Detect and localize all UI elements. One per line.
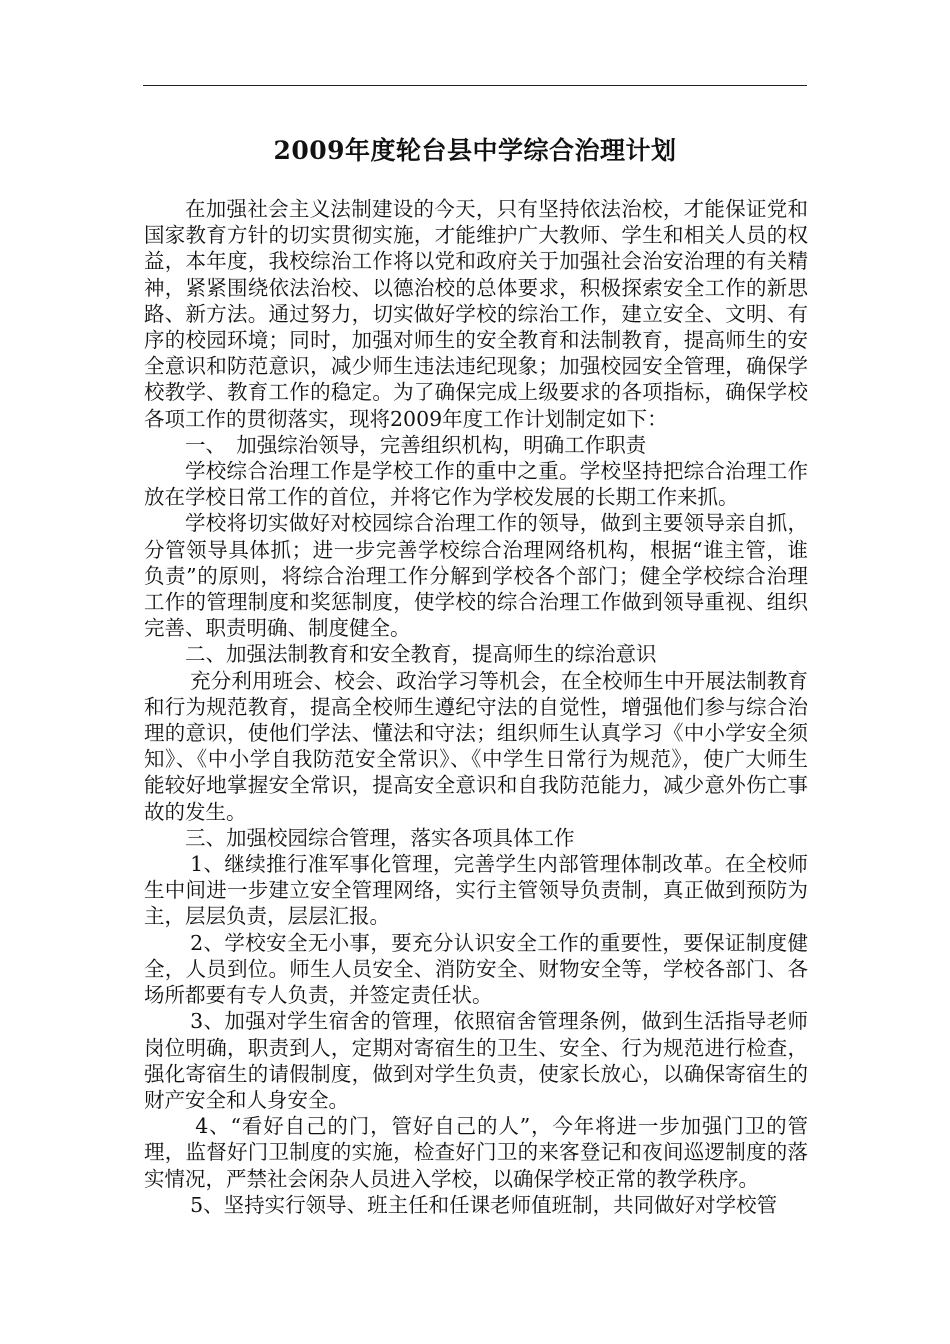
section-heading-1: 一、 加强综治领导，完善组织机构，明确工作职责 bbox=[185, 432, 647, 457]
document-body bbox=[144, 196, 808, 1218]
list-item: 1、继续推行准军事化管理，完善学生内部管理体制改革。在全校师生中间进一步建立安全管理网络，实行主管领导负责制，真正做到预防为主，层层负责，层层汇报。 bbox=[144, 852, 808, 929]
document-title: 2009年度轮台县中学综合治理计划 bbox=[273, 136, 677, 165]
list-item: 4、“看好自己的门，管好自己的人”，今年将进一步加强门卫的管理，监督好门卫制度的实施，检查好门卫的来客登记和夜间巡逻制度的落实情况，严禁社会闲杂人员进入学校，以确保学校正常的教学秩序。 bbox=[144, 1114, 808, 1191]
section-heading-3: 三、加强校园综合管理，落实各项具体工作 bbox=[185, 825, 575, 850]
header-rule bbox=[143, 85, 807, 86]
section-heading-2: 二、加强法制教育和安全教育，提高师生的综治意识 bbox=[185, 642, 657, 667]
body-paragraph: 学校综合治理工作是学校工作的重中之重。学校坚持把综合治理工作放在学校日常工作的首位，并将它作为学校发展的长期工作来抓。 bbox=[144, 459, 808, 510]
body-paragraph: 充分利用班会、校会、政治学习等机会，在全校师生中开展法制教育和行为规范教育，提高全校师生遵纪守法的自觉性，增强他们参与综合治理的意识，使他们学法、懂法和守法；组织师生认真学习《中小学安全须知》、《中小学自我防范安全常识》、《中学生日常行为规范》，使广大师生能较好地掌握安全常识，提高安全意识和自我防范能力，减少意外伤亡事故的发生。 bbox=[144, 668, 808, 824]
list-item: 2、学校安全无小事，要充分认识安全工作的重要性，要保证制度健全，人员到位。师生人员安全、消防安全、财物安全等，学校各部门、各场所都要有专人负责，并签定责任状。 bbox=[144, 930, 808, 1008]
list-item: 5、坚持实行领导、班主任和任课老师值班制，共同做好对学校管 bbox=[190, 1192, 778, 1217]
list-item: 3、加强对学生宿舍的管理，依照宿舍管理条例，做到生活指导老师岗位明确，职责到人，定期对寄宿生的卫生、安全、行为规范进行检查，强化寄宿生的请假制度，做到对学生负责，使家长放心，以确保寄宿生的财产安全和人身安全。 bbox=[144, 1009, 808, 1112]
body-paragraph: 学校将切实做好对校园综合治理工作的领导，做到主要领导亲自抓，分管领导具体抓；进一步完善学校综合治理网络机构，根据“谁主管，谁负责”的原则，将综合治理工作分解到学校各个部门；健全学校综合治理工作的管理制度和奖惩制度，使学校的综合治理工作做到领导重视、组织完善、职责明确、制度健全。 bbox=[144, 511, 808, 641]
intro-paragraph: 在加强社会主义法制建设的今天，只有坚持依法治校，才能保证党和国家教育方针的切实贯彻实施，才能维护广大教师、学生和相关人员的权益，本年度，我校综治工作将以党和政府关于加强社会治安治理的有关精神，紧紧围绕依法治校、以德治校的总体要求，积极探索安全工作的新思路、新方法。通过努力，切实做好学校的综治工作，建立安全、文明、有序的校园环境；同时，加强对师生的安全教育和法制教育，提高师生的安全意识和防范意识，减少师生违法违纪现象；加强校园安全管理，确保学校教学、教育工作的稳定。为了确保完成上级要求的各项指标，确保学校各项工作的贯彻落实，现将2009年度工作计划制定如下： bbox=[144, 197, 808, 431]
